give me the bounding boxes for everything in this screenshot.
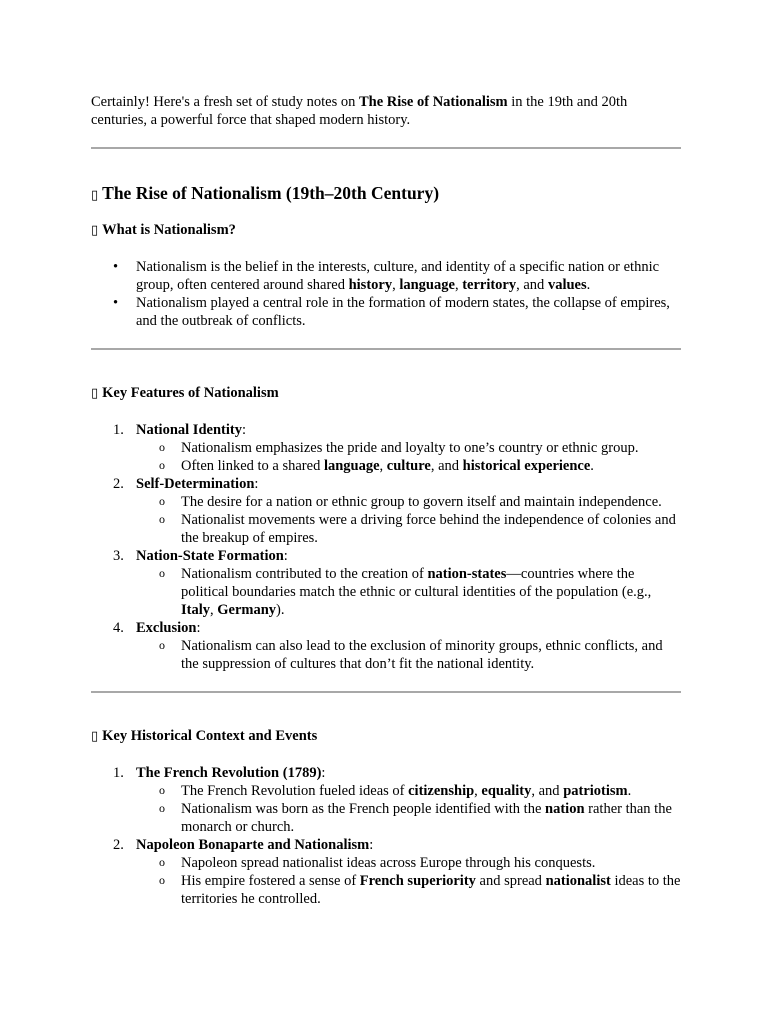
sub-list-item bbox=[91, 457, 681, 475]
text: The desire for a nation or ethnic group to govern itself and maintain independence. bbox=[181, 494, 662, 510]
bullet-marker: • bbox=[113, 295, 119, 311]
heading-text: Key Historical Context and Events bbox=[102, 728, 318, 744]
sub-bullet-marker: o bbox=[159, 458, 165, 472]
missing-glyph-icon: ▯ bbox=[91, 188, 99, 203]
list-number: 1. bbox=[113, 765, 124, 781]
sub-bullet-marker: o bbox=[159, 801, 165, 815]
text: , and bbox=[531, 783, 564, 799]
section-heading-features bbox=[91, 384, 681, 403]
text: . bbox=[627, 783, 632, 799]
list-item bbox=[91, 619, 681, 673]
bold-term: citizenship bbox=[408, 783, 475, 799]
text: Nationalism was born as the French people identified with the bbox=[181, 801, 546, 817]
list-item bbox=[91, 836, 681, 908]
heading-text: Key Features of Nationalism bbox=[102, 385, 279, 401]
text: Nationalism can also lead to the exclusion of minority groups, ethnic conflicts, and the suppression of cultures that don’t fit the national identity. bbox=[181, 638, 663, 672]
list-number: 3. bbox=[113, 548, 124, 564]
text: and spread bbox=[475, 873, 546, 889]
bold-term: values bbox=[547, 277, 587, 293]
heading-text: What is Nationalism? bbox=[102, 222, 236, 238]
sub-list bbox=[136, 565, 681, 619]
text: : bbox=[196, 620, 201, 636]
list-item bbox=[91, 258, 681, 294]
text: . bbox=[586, 277, 591, 293]
sub-bullet-marker: o bbox=[159, 873, 165, 887]
bold-term: nation-states bbox=[427, 566, 507, 582]
sub-bullet-marker: o bbox=[159, 512, 165, 526]
sub-bullet-marker: o bbox=[159, 783, 165, 797]
text: , and bbox=[430, 458, 463, 474]
sub-bullet-marker: o bbox=[159, 494, 165, 508]
item-title: The French Revolution (1789) bbox=[136, 765, 322, 781]
text: : bbox=[254, 476, 259, 492]
list-item bbox=[91, 475, 681, 547]
bold-term: patriotism bbox=[563, 783, 628, 799]
text: , and bbox=[516, 277, 548, 293]
bold-term: Germany bbox=[217, 602, 277, 618]
sub-list bbox=[136, 637, 681, 673]
text: Often linked to a shared bbox=[181, 458, 324, 474]
bold-term: nation bbox=[545, 801, 585, 817]
bullet-marker: • bbox=[113, 259, 119, 275]
context-numbered-list bbox=[91, 764, 681, 908]
text: : bbox=[321, 765, 326, 781]
text: Napoleon spread nationalist ideas across Europe through his conquests. bbox=[181, 855, 596, 871]
sub-bullet-marker: o bbox=[159, 566, 165, 580]
text: Nationalism played a central role in the formation of modern states, the collapse of empires, and the outbreak of conflicts. bbox=[136, 295, 670, 329]
list-number: 2. bbox=[113, 476, 124, 492]
intro-text: Certainly! Here's a fresh set of study notes on bbox=[91, 94, 359, 110]
sub-bullet-marker: o bbox=[159, 638, 165, 652]
item-title: Self-Determination bbox=[136, 476, 255, 492]
sub-list-item bbox=[91, 493, 681, 511]
text: , bbox=[210, 602, 218, 618]
sub-list-item bbox=[91, 439, 681, 457]
list-item bbox=[91, 764, 681, 836]
text: ). bbox=[276, 602, 285, 618]
missing-glyph-icon: ▯ bbox=[91, 223, 99, 238]
intro-bold-topic: The Rise of Nationalism bbox=[358, 94, 508, 110]
text: His empire fostered a sense of bbox=[181, 873, 360, 889]
bold-term: Italy bbox=[181, 602, 210, 618]
text: . bbox=[590, 458, 594, 474]
item-title: Nation-State Formation bbox=[136, 548, 284, 564]
intro-text-end: in the 19th and 20th centuries, a powerful force that shaped modern history. bbox=[91, 94, 628, 128]
list-number: 4. bbox=[113, 620, 124, 636]
sub-bullet-marker: o bbox=[159, 855, 165, 869]
text: rather than the monarch or church. bbox=[181, 801, 672, 835]
what-bullet-list bbox=[91, 258, 681, 330]
title-text: The Rise of Nationalism (19th–20th Century) bbox=[102, 183, 440, 203]
list-item bbox=[91, 294, 681, 330]
text: , bbox=[474, 783, 482, 799]
section-heading-what bbox=[91, 221, 681, 240]
list-item bbox=[91, 421, 681, 475]
bold-term: language bbox=[323, 458, 380, 474]
section-heading-context bbox=[91, 727, 681, 746]
list-number: 2. bbox=[113, 837, 124, 853]
bold-term: territory bbox=[462, 277, 517, 293]
list-number: 1. bbox=[113, 422, 124, 438]
sub-list bbox=[136, 854, 681, 908]
text: Nationalism is the belief in the interests, culture, and identity of a specific nation or ethnic group, often centered around shared bbox=[136, 259, 660, 293]
document-title bbox=[91, 182, 681, 207]
text: Nationalism emphasizes the pride and loyalty to one’s country or ethnic group. bbox=[181, 440, 639, 456]
text: : bbox=[241, 422, 246, 438]
item-title: National Identity bbox=[136, 422, 242, 438]
text: —countries where the political boundaries match the ethnic or cultural identities of the population (e.g., bbox=[181, 566, 652, 600]
bold-term: French superiority bbox=[359, 873, 476, 889]
text: , bbox=[454, 277, 463, 293]
sub-list bbox=[136, 782, 681, 836]
sub-list-item bbox=[91, 854, 681, 872]
sub-list-item bbox=[91, 637, 681, 673]
bold-term: history bbox=[348, 277, 393, 293]
list-item bbox=[91, 547, 681, 619]
horizontal-rule bbox=[91, 147, 681, 149]
item-title: Napoleon Bonaparte and Nationalism bbox=[136, 837, 370, 853]
horizontal-rule bbox=[91, 691, 681, 693]
text: The French Revolution fueled ideas of bbox=[181, 783, 409, 799]
document-page bbox=[91, 93, 681, 926]
text: , bbox=[379, 458, 387, 474]
sub-list-item bbox=[91, 565, 681, 619]
sub-list-item bbox=[91, 872, 681, 908]
item-title: Exclusion bbox=[136, 620, 197, 636]
sub-list-item bbox=[91, 511, 681, 547]
text: , bbox=[392, 277, 400, 293]
sub-list-item bbox=[91, 782, 681, 800]
sub-list-item bbox=[91, 800, 681, 836]
sub-list bbox=[136, 439, 681, 475]
text: Nationalist movements were a driving force behind the independence of colonies and the breakup of empires. bbox=[181, 512, 676, 546]
text: : bbox=[283, 548, 288, 564]
sub-bullet-marker: o bbox=[159, 440, 165, 454]
bold-term: language bbox=[399, 277, 455, 293]
text: ideas to the territories he controlled. bbox=[181, 873, 681, 907]
features-numbered-list bbox=[91, 421, 681, 673]
text: : bbox=[369, 837, 374, 853]
intro-paragraph bbox=[91, 93, 681, 129]
text: Nationalism contributed to the creation of bbox=[181, 566, 428, 582]
bold-term: culture bbox=[386, 458, 431, 474]
missing-glyph-icon: ▯ bbox=[91, 729, 99, 744]
horizontal-rule bbox=[91, 348, 681, 350]
bold-term: historical experience bbox=[462, 458, 591, 474]
bold-term: nationalist bbox=[545, 873, 611, 889]
missing-glyph-icon: ▯ bbox=[91, 386, 99, 401]
bold-term: equality bbox=[481, 783, 532, 799]
sub-list bbox=[136, 493, 681, 547]
